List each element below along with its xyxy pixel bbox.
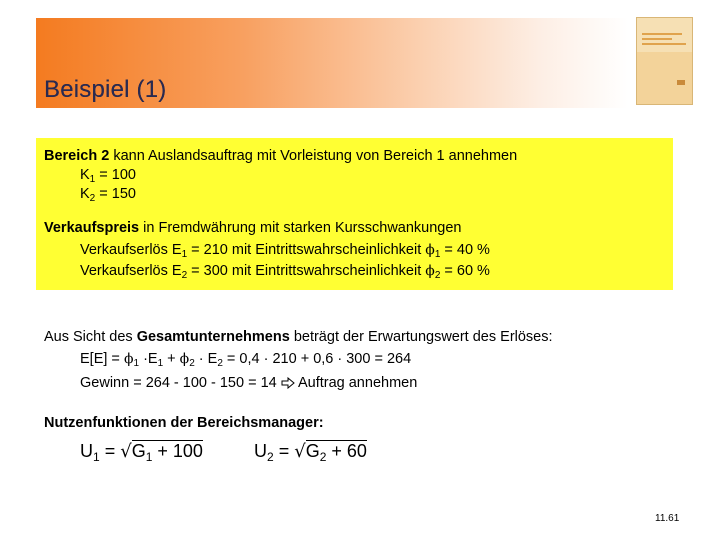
rev1-post: = 40 % [440, 242, 490, 258]
k2-value: = 150 [95, 186, 136, 202]
rev2-mid: = 300 mit Eintrittswahrscheinlichkeit [187, 263, 426, 279]
book-cover-mark [677, 80, 685, 85]
u2-g: G [305, 441, 320, 461]
utility-heading: Nutzenfunktionen der Bereichsmanager: [44, 415, 324, 431]
k1-sub: 1 [89, 174, 96, 185]
revenue-2 [80, 262, 490, 280]
k1-value: = 100 [95, 167, 136, 183]
expect-c: + [163, 351, 180, 367]
book-cover-line [642, 38, 672, 40]
area-line [44, 147, 517, 165]
rev2-sub: 2 [181, 270, 188, 281]
expectation-intro [44, 328, 553, 346]
cost-k1 [80, 166, 136, 184]
intro-post: beträgt der Erwartungswert des Erlöses: [289, 329, 553, 345]
expect-s1: 1 [133, 358, 140, 369]
rev1-pre: Verkaufserlös E [80, 242, 182, 258]
phi-symbol: ϕ [425, 263, 435, 279]
rev1-sub: 1 [181, 249, 188, 260]
price-label: Verkaufspreis [44, 220, 140, 236]
k2-var: K [80, 186, 90, 202]
profit-text: Gewinn = 264 - 100 - 150 = 14 [80, 375, 281, 391]
k2-sub: 2 [89, 193, 96, 204]
intro-pre: Aus Sicht des [44, 329, 137, 345]
cost-k2 [80, 185, 136, 203]
expect-s4: 2 [217, 358, 223, 369]
u1-g-sub: 1 [145, 450, 153, 464]
expect-e: = 0,4 · 210 + 0,6 · 300 = 264 [222, 351, 412, 367]
k1-var: K [80, 167, 90, 183]
arrow-right-icon [281, 377, 295, 389]
profit-line [80, 374, 417, 392]
slide-title: Beispiel (1) [44, 76, 167, 103]
square-root-icon: √ [120, 441, 132, 462]
expect-d: · E [194, 351, 218, 367]
price-text: in Fremdwährung mit starken Kursschwankungen [139, 220, 462, 236]
book-cover-line [642, 33, 682, 35]
phi-symbol: ϕ [179, 351, 190, 367]
intro-bold: Gesamtunternehmens [136, 329, 290, 345]
utility-formula-1 [80, 441, 203, 462]
expect-a: E[E] = [80, 351, 124, 367]
book-cover-line [642, 43, 686, 45]
book-cover-image [636, 17, 693, 105]
expectation-formula [80, 350, 411, 368]
u1-lhs-sub: 1 [93, 450, 100, 464]
u2-lhs-sub: 2 [267, 450, 274, 464]
u2-g-sub: 2 [319, 450, 327, 464]
u1-radicand [131, 440, 203, 464]
page-number: 11.61 [655, 513, 680, 524]
u1-eq: = [99, 441, 121, 461]
expect-s2: 1 [157, 358, 164, 369]
u1-lhs: U [80, 441, 93, 461]
square-root-icon: √ [294, 441, 306, 462]
area-label: Bereich 2 [44, 148, 110, 164]
decision-text: Auftrag annehmen [297, 375, 418, 391]
rev2-post: = 60 % [440, 263, 490, 279]
u2-lhs: U [254, 441, 267, 461]
expect-s3: 2 [189, 358, 195, 369]
u2-plus: + 60 [326, 441, 367, 461]
rev2-phisub: 2 [434, 270, 441, 281]
utility-formula-2 [254, 441, 367, 462]
revenue-1 [80, 241, 490, 259]
u2-eq: = [273, 441, 295, 461]
expect-b: ·E [139, 351, 158, 367]
price-line [44, 219, 462, 237]
phi-symbol: ϕ [123, 351, 134, 367]
phi-symbol: ϕ [425, 242, 435, 258]
u1-g: G [131, 441, 146, 461]
u1-plus: + 100 [152, 441, 203, 461]
book-cover-top [637, 18, 692, 52]
rev1-phisub: 1 [434, 249, 441, 260]
area-text: kann Auslandsauftrag mit Vorleistung von Bereich 1 annehmen [109, 148, 518, 164]
u2-radicand [305, 440, 367, 464]
rev2-pre: Verkaufserlös E [80, 263, 182, 279]
rev1-mid: = 210 mit Eintrittswahrscheinlichkeit [187, 242, 426, 258]
